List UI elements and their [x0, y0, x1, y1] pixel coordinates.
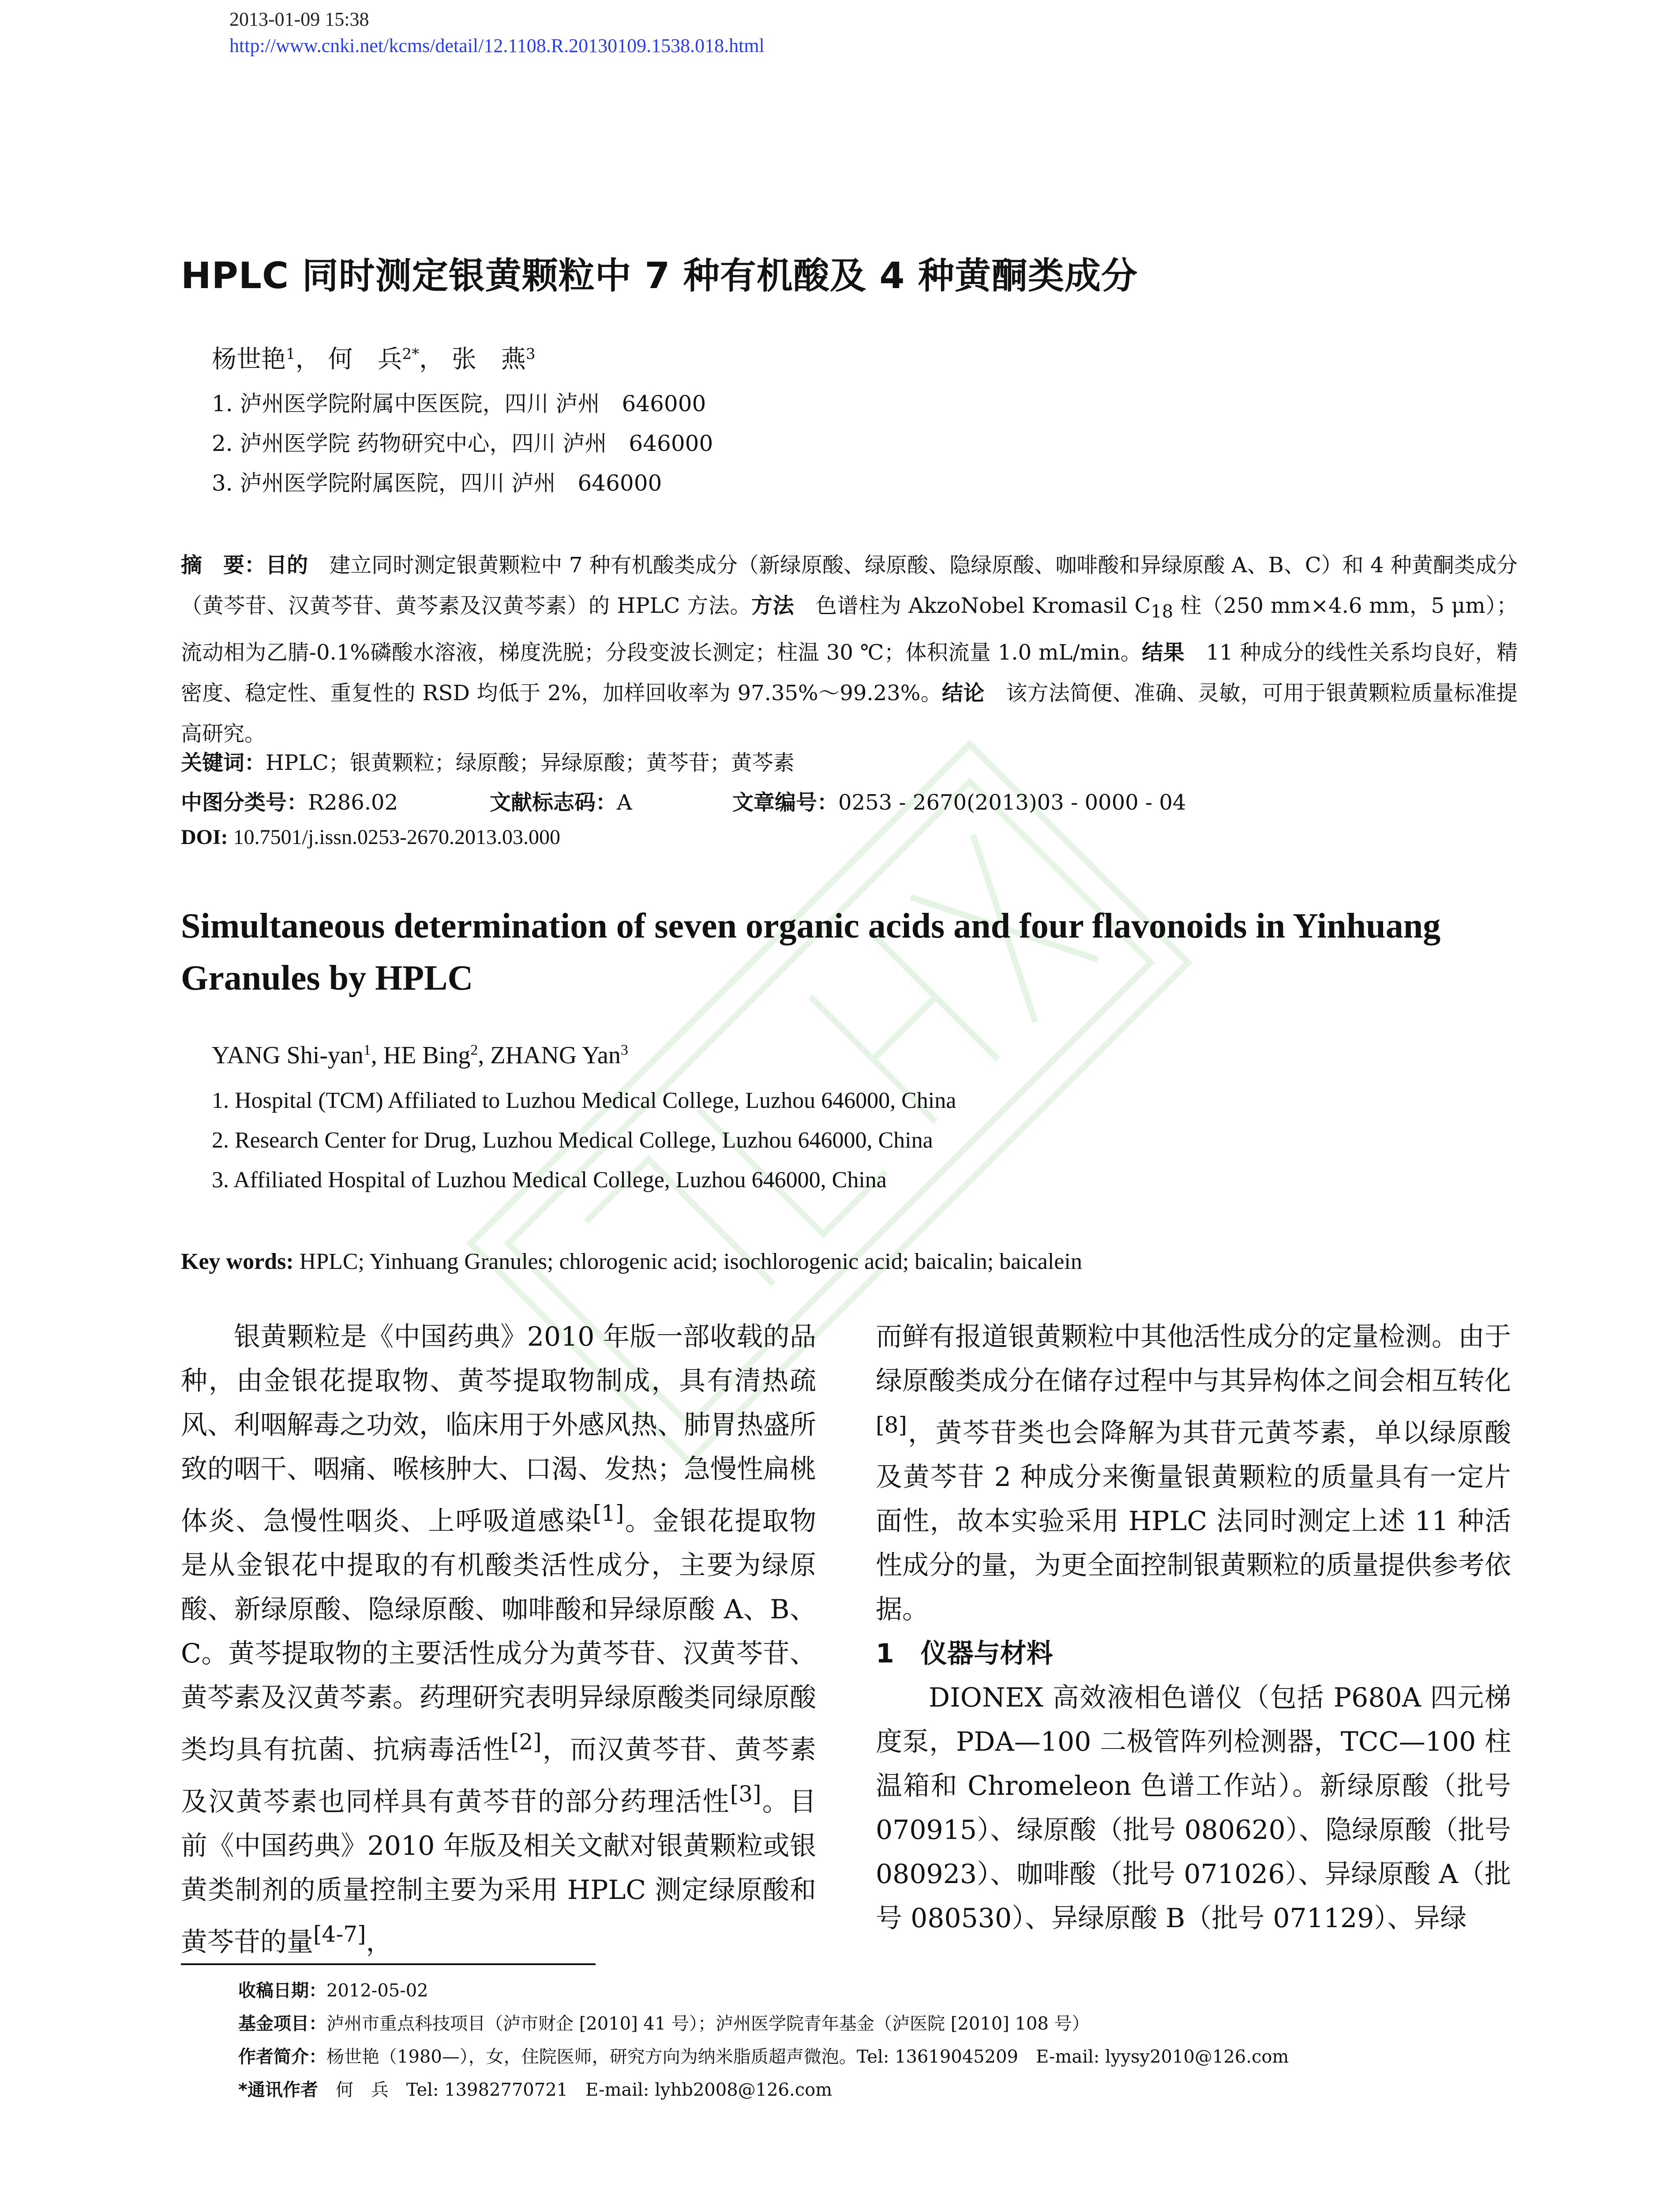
ref-citation: [8]	[876, 1412, 907, 1438]
fn-text: 何 兵 Tel: 13982770721 E-mail: lyhb2008@126.com	[318, 2080, 832, 2100]
fn-label: *通讯作者	[238, 2080, 318, 2100]
affiliation-en-1: 1. Hospital (TCM) Affiliated to Luzhou Medical College, Luzhou 646000, China	[212, 1088, 956, 1113]
abstract	[181, 545, 1518, 754]
author-sep: ，	[295, 345, 320, 374]
keywords-cn	[181, 746, 795, 776]
fn-text: 杨世艳（1980—），女，住院医师，研究方向为纳米脂质超声微泡。Tel: 13619045209 E-mail: lyysy2010@126.com	[326, 2047, 1289, 2067]
author-name: 何 兵	[328, 345, 402, 374]
header-url-link[interactable]: http://www.cnki.net/kcms/detail/12.1108.R.20130109.1538.018.html	[229, 35, 765, 56]
fn-label: 基金项目：	[238, 2014, 326, 2034]
doc-label: 文献标志码：	[490, 790, 617, 815]
keywords-en-text: HPLC; Yinhuang Granules; chlorogenic acid; isochlorogenic acid; baicalin; baicalein	[293, 1249, 1082, 1274]
authors-cn	[212, 340, 536, 375]
results-label: 结果	[1142, 640, 1185, 665]
article-label: 文章编号：	[732, 790, 839, 815]
footnote-received	[238, 1977, 428, 2002]
body-paragraph	[876, 1315, 1511, 1632]
doi-line	[181, 825, 560, 849]
classification-line	[181, 785, 398, 816]
affiliation-cn-2: 2. 泸州医学院 药物研究中心，四川 泸州 646000	[212, 431, 713, 456]
body-text: ，而汉黄芩苷、黄芩素及汉黄芩素也同样具有黄芩苷的部分药理活性	[181, 1734, 817, 1817]
ref-citation: [4-7]	[313, 1921, 366, 1947]
body-text: 。目前《中国药典》2010 年版及相关文献对银黄颗粒或银黄类制剂的质量控制主要为采用 HPLC 测定绿原酸和黄芩苷的量	[181, 1786, 817, 1958]
footnote-fund	[238, 2010, 1090, 2035]
authors-en	[212, 1041, 628, 1069]
methods-text-2: 柱（250 mm×4.6 mm，5 μm）；流动相为乙腈-0.1%磷酸水溶液，梯度洗脱；分段变波长测定；柱温 30 ℃；体积流量 1.0 mL/min。	[181, 593, 1518, 665]
title-en: Simultaneous determination of seven organic acids and four flavonoids in Yinhuang Granules by HPLC	[181, 907, 1441, 998]
conclusion-text: 该方法简便、准确、灵敏，可用于银黄颗粒质量标准提高研究。	[181, 680, 1518, 746]
author-en-name: YANG Shi-yan	[212, 1042, 364, 1069]
body-paragraph	[181, 1315, 816, 1964]
author-sup: 1	[286, 345, 296, 363]
clc-value: R286.02	[308, 790, 398, 815]
body-text: ，黄芩苷类也会降解为其苷元黄芩素，单以绿原酸及黄芩苷 2 种成分来衡量银黄颗粒的质量具有一定片面性，故本实验采用 HPLC 法同时测定上述 11 种活性成分的量，为更全面控制银黄颗粒的质量提供参考依据。	[876, 1418, 1511, 1625]
conclusion-label: 结论	[942, 680, 985, 705]
objective-label: 目的	[266, 553, 308, 578]
results-text: 11 种成分的线性关系均良好，精密度、稳定性、重复性的 RSD 均低于 2%，加样回收率为 97.35%～99.23%。	[181, 640, 1518, 705]
doc-code	[490, 785, 632, 816]
fn-label: 作者简介：	[238, 2047, 326, 2067]
affiliation-cn-3: 3. 泸州医学院附属医院，四川 泸州 646000	[212, 470, 662, 496]
body-text: 而鲜有报道银黄颗粒中其他活性成分的定量检测。由于绿原酸类成分在储存过程中与其异构体之间会相互转化	[876, 1321, 1511, 1396]
author-en-sup: 2	[470, 1042, 478, 1058]
fn-label: 收稿日期：	[238, 1981, 326, 2001]
author-en-name: HE Bing	[383, 1042, 471, 1069]
section-heading: 1 仪器与材料	[876, 1638, 1053, 1669]
keywords-cn-text: HPLC；银黄颗粒；绿原酸；异绿原酸；黄芩苷；黄芩素	[266, 750, 795, 775]
title-cn: HPLC 同时测定银黄颗粒中 7 种有机酸及 4 种黄酮类成分	[181, 255, 1138, 297]
affiliation-en-3: 3. Affiliated Hospital of Luzhou Medical College, Luzhou 646000, China	[212, 1167, 887, 1193]
author-sup: 3	[525, 345, 536, 363]
methods-label: 方法	[751, 593, 795, 618]
doi-value: 10.7501/j.issn.0253-2670.2013.03.000	[228, 825, 561, 849]
methods-subscript: 18	[1151, 601, 1174, 622]
abstract-label: 摘 要：	[181, 553, 266, 578]
fn-text: 2012-05-02	[326, 1981, 428, 2001]
author-en-name: ZHANG Yan	[490, 1042, 621, 1069]
body-left-column	[181, 1315, 816, 1964]
footnote-author	[238, 2043, 1289, 2068]
keywords-cn-label: 关键词：	[181, 750, 266, 775]
keywords-en-label: Key words:	[181, 1249, 294, 1274]
body-text: 银黄颗粒是《中国药典》2010 年版一部收载的品种，由金银花提取物、黄芩提取物制成，具有清热疏风、利咽解毒之功效，临床用于外感风热、肺胃热盛所致的咽干、咽痛、喉核肿大、口渴、发热；急慢性扁桃体炎、急慢性咽炎、上呼吸道感染	[181, 1321, 816, 1537]
body-right-column	[876, 1315, 1511, 1940]
author-en-sup: 1	[363, 1042, 371, 1058]
body-text: 。金银花提取物是从金银花中提取的有机酸类活性成分，主要为绿原酸、新绿原酸、隐绿原酸、咖啡酸和异绿原酸 A、B、C。黄芩提取物的主要活性成分为黄芩苷、汉黄芩苷、黄芩素及汉黄芩素。药理研究表明异绿原酸类同绿原酸类均具有抗菌、抗病毒活性	[181, 1506, 817, 1765]
author-en-sep: ,	[371, 1042, 383, 1069]
doc-value: A	[617, 790, 632, 815]
author-en-sup: 3	[620, 1042, 628, 1058]
keywords-en	[181, 1249, 1082, 1275]
author-en-sep: ,	[478, 1042, 491, 1069]
methods-text: 色谱柱为 AkzoNobel Kromasil C	[794, 593, 1151, 618]
footnote-divider	[181, 1963, 596, 1965]
fn-text: 泸州市重点科技项目（泸市财企 [2010] 41 号）；泸州医学院青年基金（泸医院 [2010] 108 号）	[326, 2014, 1090, 2034]
author-sup: 2*	[402, 345, 420, 363]
affiliation-en-2: 2. Research Center for Drug, Luzhou Medical College, Luzhou 646000, China	[212, 1128, 933, 1153]
body-text: ，	[366, 1927, 393, 1958]
ref-citation: [2]	[510, 1729, 542, 1755]
author-name: 杨世艳	[212, 345, 286, 374]
ref-citation: [1]	[592, 1501, 624, 1526]
ref-citation: [3]	[730, 1781, 761, 1807]
affiliation-cn-1: 1. 泸州医学院附属中医医院，四川 泸州 646000	[212, 391, 706, 416]
header-date: 2013-01-09 15:38	[229, 8, 369, 30]
author-sep: ，	[419, 345, 444, 374]
article-number	[732, 785, 1186, 816]
author-name: 张 燕	[451, 345, 526, 374]
article-value: 0253 - 2670(2013)03 - 0000 - 04	[838, 790, 1186, 815]
footnote-corresponding	[238, 2076, 832, 2101]
doi-label: DOI:	[181, 825, 228, 849]
objective-text: 建立同时测定银黄颗粒中 7 种有机酸类成分（新绿原酸、绿原酸、隐绿原酸、咖啡酸和异绿原酸 A、B、C）和 4 种黄酮类成分（黄芩苷、汉黄芩苷、黄芩素及汉黄芩素）的 HPLC 方法。	[181, 553, 1518, 618]
clc-label: 中图分类号：	[181, 790, 308, 815]
body-paragraph: DIONEX 高效液相色谱仪（包括 P680A 四元梯度泵，PDA—100 二极管阵列检测器，TCC—100 柱温箱和 Chromeleon 色谱工作站）。新绿原酸（批号 070915）、绿原酸（批号 080620）、隐绿原酸（批号 080923）、咖啡酸（批号 071026）、异绿原酸 A（批号 080530）、异绿原酸 B（批号 071129）、异绿	[876, 1682, 1511, 1934]
